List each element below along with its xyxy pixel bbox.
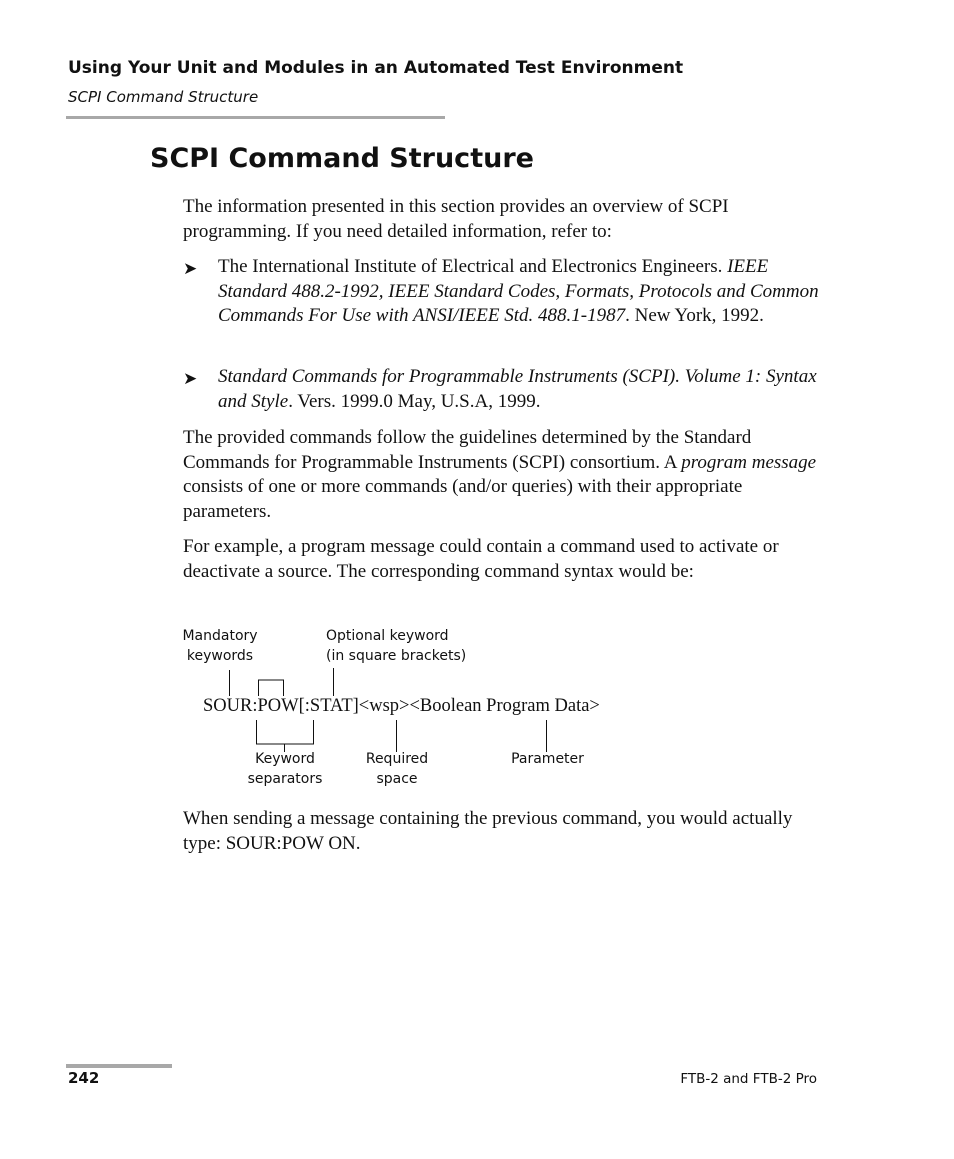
bullet-text: . New York, 1992. [625,305,764,326]
running-header-title: Using Your Unit and Modules in an Automated Test Environment [68,58,684,78]
bullet-citation: IEEE Standard 488.2-1992, IEEE Standard Codes, Formats, Protocols and Common Commands For Use with ANSI/IEEE Std. 488.1-1987 [218,256,819,326]
footer-rule [66,1064,172,1068]
bullet-arrow-icon: ➤ [183,259,198,278]
connector-bracket [259,680,284,696]
keyword-separators-label [239,750,331,789]
paragraph-text: The provided commands follow the guidelines determined by the Standard Commands for Programmable Instruments (SCPI) consortium. A [183,427,752,473]
required-space-label [356,750,438,789]
label-line: Mandatory [182,628,258,644]
label-line: space [376,770,418,787]
page-number: 242 [68,1069,100,1087]
bullet-arrow-icon: ➤ [183,369,198,388]
label-line: keywords [186,647,254,664]
label-line: separators [247,770,323,787]
label-line: Optional keyword [326,628,449,644]
label-line: (in square brackets) [326,647,467,664]
closing-paragraph: When sending a message containing the previous command, you would actually type: SOUR:POW ON. [183,808,793,854]
bullet-citation: Standard Commands for Programmable Instruments (SCPI). Volume 1: Syntax and Style [218,366,817,412]
label-line: Keyword [255,751,315,767]
page-title: SCPI Command Structure [150,143,534,174]
running-header-subtitle: SCPI Command Structure [68,88,259,106]
connector-bracket [257,720,314,744]
intro-paragraph: The information presented in this section provides an overview of SCPI programming. If you need detailed information, refer to: [183,196,729,242]
command-syntax: SOUR:POW[:STAT]<wsp><Boolean Program Data> [203,696,600,716]
bullet-text: . Vers. 1999.0 May, U.S.A, 1999. [288,390,541,412]
example-paragraph: For example, a program message could contain a command used to activate or deactivate a source. The corresponding command syntax would be: [183,536,779,582]
paragraph-text: consists of one or more commands (and/or queries) with their appropriate parameters. [183,476,743,522]
bullet-text: The International Institute of Electrical and Electronics Engineers. [218,256,728,277]
label-line: Required [365,751,429,767]
emphasis-term: program message [681,451,817,473]
parameter-label: Parameter [511,751,584,767]
product-name: FTB-2 and FTB-2 Pro [680,1071,817,1087]
